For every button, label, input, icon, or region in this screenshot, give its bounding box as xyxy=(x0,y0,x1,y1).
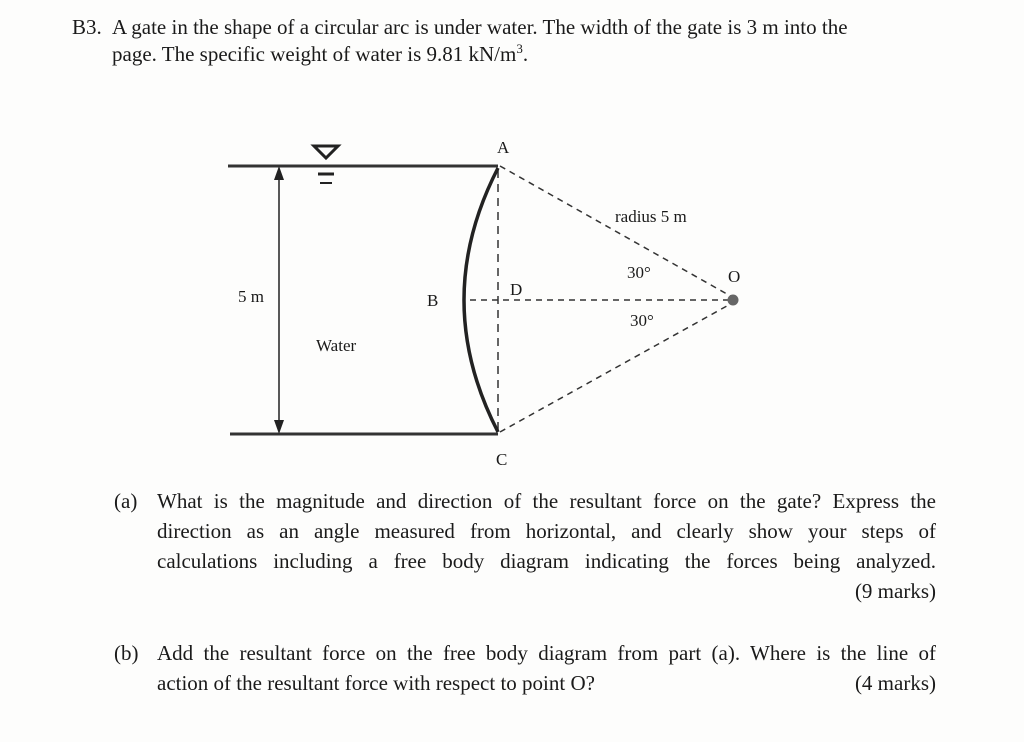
part-a-line-1: What is the magnitude and direction of the resultant force on the gate? Express the xyxy=(157,489,936,513)
center-point-o xyxy=(728,295,739,306)
radius-label: radius 5 m xyxy=(615,207,687,226)
question-text-line-2: page. The specific weight of water is 9.81 $kN/m^3$. xyxy=(112,41,529,66)
part-a-marks: (9 marks) xyxy=(854,579,936,603)
angle-upper-label: 30° xyxy=(627,263,651,282)
label-d: D xyxy=(510,280,523,299)
part-b-label: (b) xyxy=(114,641,139,665)
question-text-line-1: A gate in the shape of a circular arc is under water. The width of the gate is 3 m into the xyxy=(112,15,848,39)
depth-dimension-arrow xyxy=(274,166,284,434)
fluid-label: Water xyxy=(316,336,357,355)
part-b-line-2: action of the resultant force with respect to point O? xyxy=(157,671,595,695)
label-o: O xyxy=(728,267,741,286)
part-a-label: (a) xyxy=(114,489,138,513)
part-a-line-2: direction as an angle measured from horizontal, and clearly show your steps of xyxy=(157,519,936,543)
radius-line-ao xyxy=(500,166,734,298)
radius-line-co xyxy=(500,302,734,432)
part-a-line-3: calculations including a free body diagram indicating the forces being analyzed. xyxy=(157,549,936,573)
part-b-marks: (4 marks) xyxy=(854,671,936,695)
label-c: C xyxy=(496,450,508,469)
depth-label: 5 m xyxy=(238,287,264,306)
angle-lower-label: 30° xyxy=(630,311,654,330)
part-b-line-1: Add the resultant force on the free body diagram from part (a). Where is the line of xyxy=(157,641,936,665)
question-number: B3. xyxy=(72,15,102,39)
label-b: B xyxy=(427,291,439,310)
label-a: A xyxy=(497,138,510,157)
